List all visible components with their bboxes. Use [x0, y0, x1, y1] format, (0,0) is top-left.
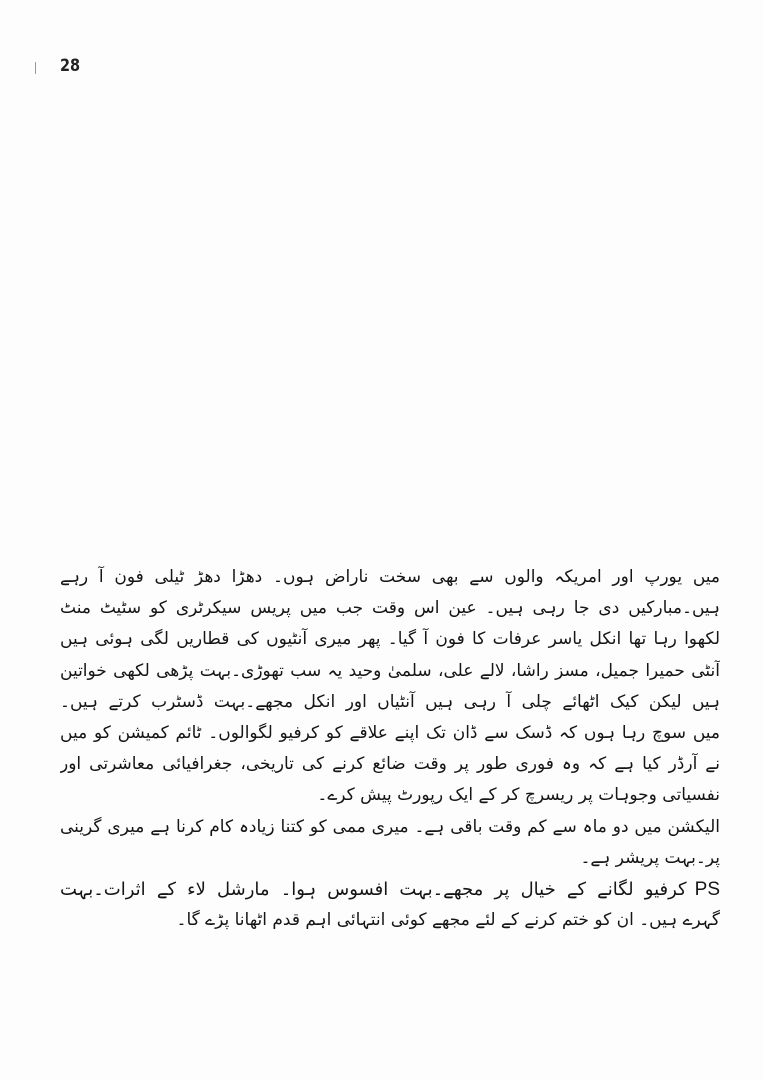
- ps-label: PS: [694, 878, 720, 900]
- text-line: میں سوچ رہا ہوں کہ ڈسک سے ڈان تک اپنے علاقے کو کرفیو لگوالوں۔ ٹائم کمیشن کو میں: [60, 722, 720, 743]
- text-line: آنٹی حمیرا جمیل، مسز راشا، لالے علی، سلمیٰ وحید یہ سب تھوڑی۔بہت پڑھی لکھی خواتین: [60, 660, 720, 681]
- text-line: میں یورپ اور امریکہ والوں سے بھی سخت ناراض ہوں۔ دھڑا دھڑ ٹیلی فون آ رہے: [60, 567, 720, 587]
- body-text: [60, 562, 720, 936]
- text-line: ہیں۔مبارکیں دی جا رہی ہیں۔ عین اس وقت جب میں پریس سیکرٹری کو سٹیٹ منٹ: [60, 598, 720, 619]
- text-line: پر۔بہت پریشر ہے۔: [580, 847, 720, 868]
- text-line: الیکشن میں دو ماہ سے کم وقت باقی ہے۔ میری ممی کو کتنا زیادہ کام کرنا ہے میری گرینی: [60, 816, 720, 837]
- page-number: 28: [60, 56, 81, 76]
- text-line: ہیں لیکن کیک اٹھائے چلی آ رہی ہیں آنٹیاں اور انکل مجھے۔بہت ڈسٹرب کرتے ہیں۔: [60, 691, 720, 712]
- margin-mark: [35, 62, 36, 74]
- text-line: گہرے ہیں۔ ان کو ختم کرنے کے لئے مجھے کوئی انتہائی اہم قدم اٹھانا پڑے گا۔: [176, 910, 720, 931]
- ps-line: [60, 874, 720, 905]
- text-line: لکھوا رہا تھا انکل یاسر عرفات کا فون آ گیا۔ پھر میری آنٹیوں کی قطاریں لگی ہوئی ہیں: [60, 629, 720, 650]
- text-line: کرفیو لگانے کے خیال پر مجھے۔بہت افسوس ہوا۔ مارشل لاء کے اثرات۔بہت: [60, 878, 687, 900]
- text-line: نے آرڈر کیا ہے کہ وہ فوری طور پر وقت ضائع کرنے کی تاریخی، جغرافیائی معاشرتی اور: [60, 754, 720, 775]
- text-line: نفسیاتی وجوہات پر ریسرچ کر کے ایک رپورٹ پیش کرے۔: [317, 785, 720, 806]
